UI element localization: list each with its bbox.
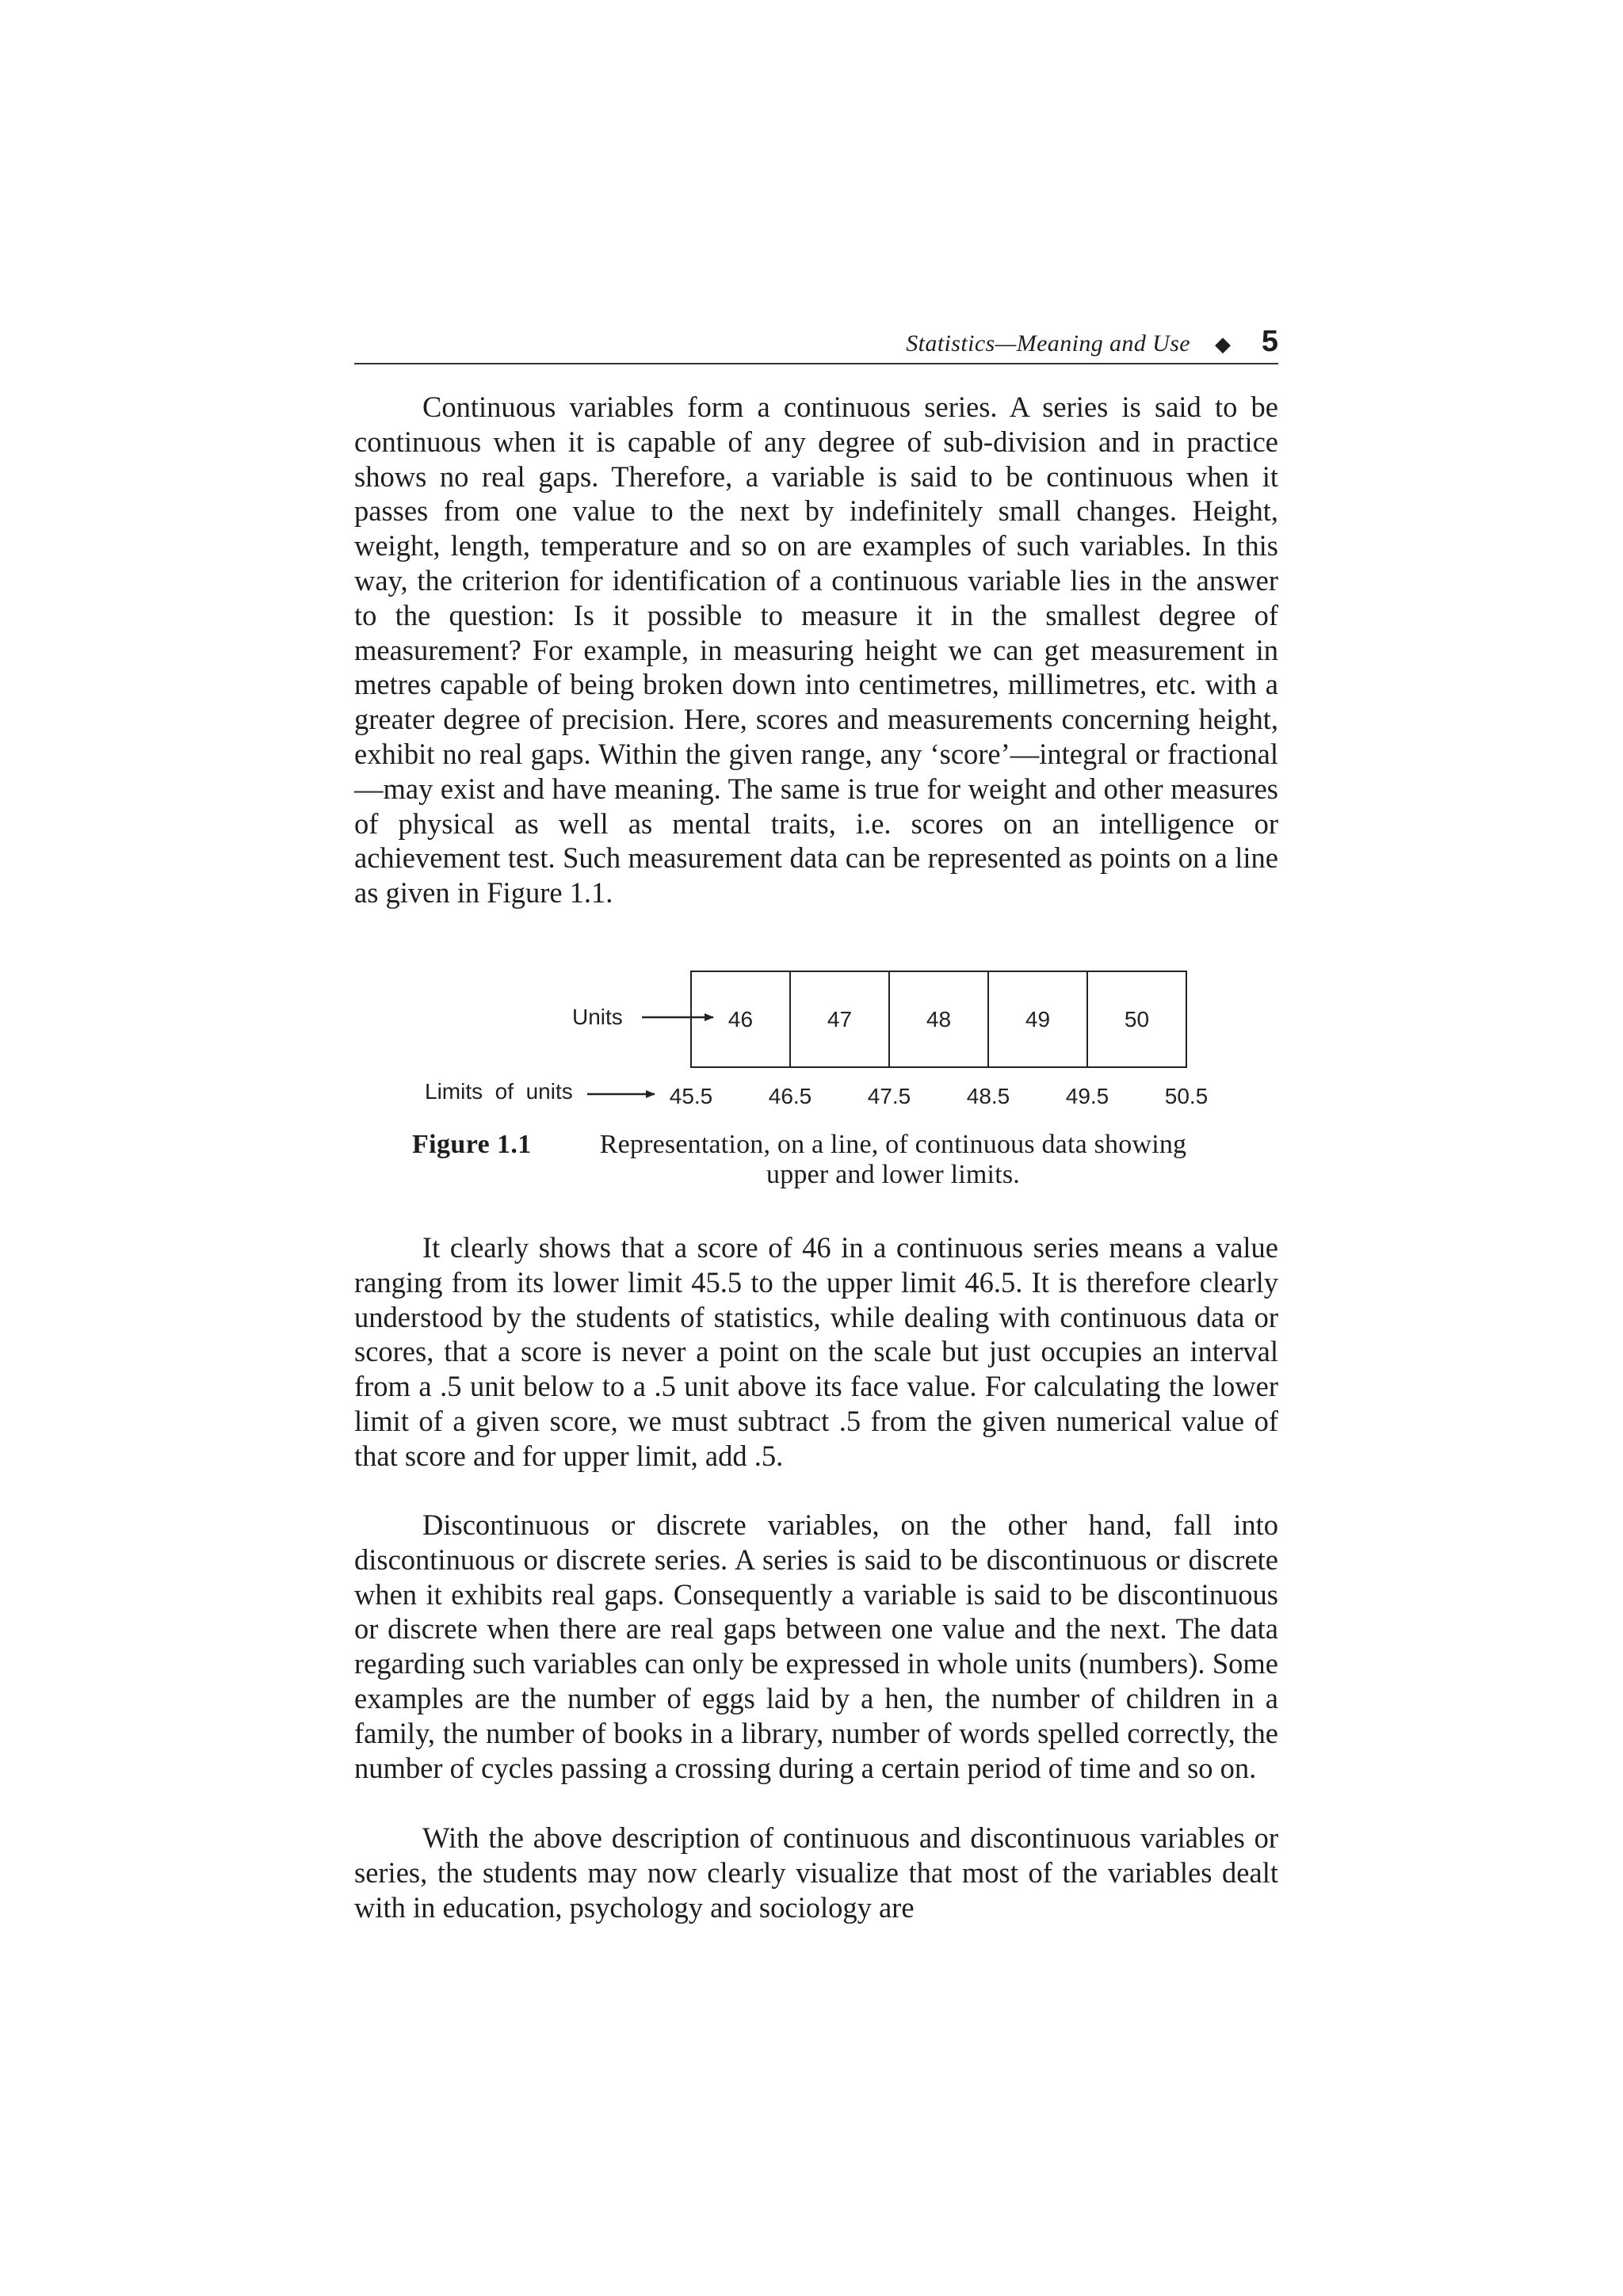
unit-box xyxy=(691,971,790,1067)
unit-value: 48 xyxy=(926,1007,952,1032)
figure-caption-label: Figure 1.1 xyxy=(412,1130,532,1159)
paragraph-continuous-variables: Continuous variables form a continuous series. A series is said to be continuous when it is capable of any degree of sub-division and in practice shows no real gaps. Therefore, a variable is said to be continuous when it passes from one value to the next by indefinitely small changes. Height, weight, length, temperature and so on are examples of such variables. In this way, the criterion for identification of a continuous variable lies in the answer to the question: Is it possible to measure it in the smallest degree of measurement? For example, in measuring height we can get measurement in metres capable of being broken down into centimetres, millimetres, etc. with a greater degree of precision. Here, scores and measurements concerning height, exhibit no real gaps. Within the given range, any ‘score’—integral or fractional—may exist and have meaning. The same is true for weight and other measures of physical as well as mental traits, i.e. scores on an intelligence or achievement test. Such measurement data can be represented as points on a line as given in Figure 1.1. xyxy=(354,391,1278,910)
figure-caption-text xyxy=(566,1130,1220,1190)
limit-value: 50.5 xyxy=(1164,1084,1209,1108)
unit-box xyxy=(988,971,1087,1067)
unit-value: 49 xyxy=(1025,1007,1051,1032)
figure-caption-line: upper and lower limits. xyxy=(766,1160,1020,1189)
units-boxes xyxy=(691,971,1186,1067)
unit-value: 46 xyxy=(727,1007,754,1032)
unit-box xyxy=(790,971,889,1067)
limits-label: Limits of units xyxy=(425,1079,573,1104)
paragraph-discrete-variables: Discontinuous or discrete variables, on the other hand, fall into discontinuous or discrete series. A series is said to be discontinuous or discrete when it exhibits real gaps. Consequently a variable is said to be discontinuous or discrete when there are real gaps between one value and the next. The data regarding such variables can only be expressed in whole units (numbers). Some examples are the number of eggs laid by a hen, the number of children in a family, the number of books in a library, number of words spelled correctly, the number of cycles passing a crossing during a certain period of time and so on. xyxy=(354,1508,1278,1784)
page-number: 5 xyxy=(1261,325,1278,358)
unit-value: 50 xyxy=(1124,1007,1150,1032)
limit-value: 49.5 xyxy=(1065,1084,1109,1108)
unit-box xyxy=(889,971,988,1067)
units-label: Units xyxy=(572,1005,623,1029)
diamond-icon: ◆ xyxy=(1215,333,1231,357)
figure-caption-line: Representation, on a line, of continuous data showing xyxy=(599,1130,1187,1159)
units-row xyxy=(728,1007,1149,1032)
running-head xyxy=(354,325,1278,364)
limit-value: 47.5 xyxy=(867,1084,911,1108)
limit-value: 48.5 xyxy=(966,1084,1010,1108)
limits-row xyxy=(670,1084,1209,1108)
limit-value: 46.5 xyxy=(768,1084,812,1108)
paragraph-education-variables: With the above description of continuous and discontinuous variables or series, the students may now clearly visualize that most of the variables dealt with in education, psychology and sociology are xyxy=(354,1821,1278,1924)
paragraph-score-interval: It clearly shows that a score of 46 in a continuous series means a value ranging from its lower limit 45.5 to the upper limit 46.5. It is therefore clearly understood by the students of statistics, while dealing with continuous data or scores, that a score is never a point on the scale but just occupies an interval from a .5 unit below to a .5 unit above its face value. For calculating the lower limit of a given score, we must subtract .5 from the given numerical value of that score and for upper limit, add .5. xyxy=(354,1231,1278,1472)
unit-value: 47 xyxy=(827,1007,853,1032)
running-head-title: Statistics—Meaning and Use xyxy=(906,330,1190,357)
limit-value: 45.5 xyxy=(669,1084,713,1108)
unit-box xyxy=(1087,971,1186,1067)
